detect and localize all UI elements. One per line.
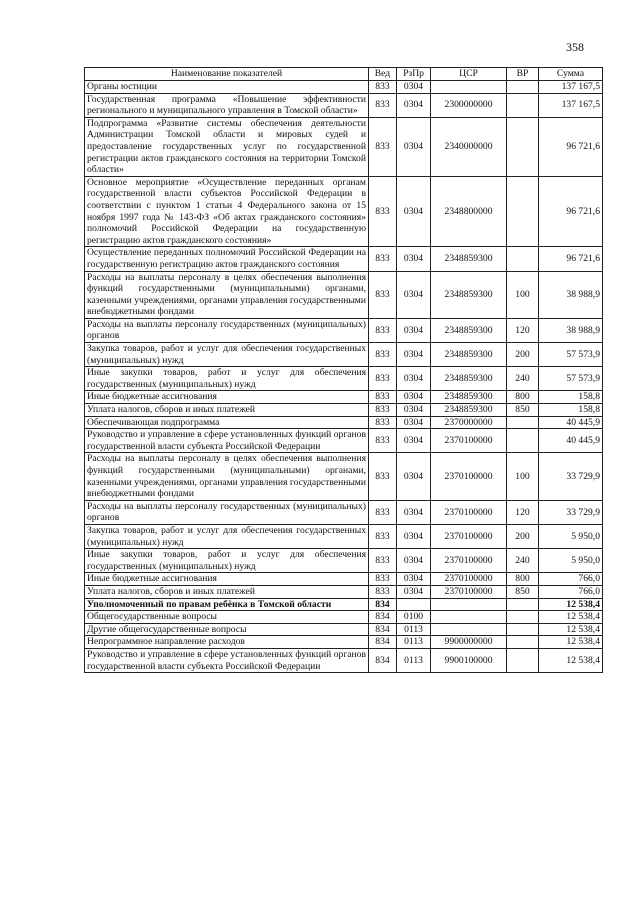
cell-vr: 850	[507, 404, 539, 417]
cell-csr: 2370000000	[431, 416, 507, 429]
table-row	[85, 611, 603, 624]
cell-sum: 57 573,9	[539, 343, 603, 367]
cell-name: Органы юстиции	[85, 81, 369, 94]
cell-vr	[507, 176, 539, 247]
cell-vr	[507, 117, 539, 176]
table-row	[85, 500, 603, 524]
cell-sum: 158,8	[539, 404, 603, 417]
cell-vr	[507, 81, 539, 94]
cell-sum: 5 950,0	[539, 524, 603, 548]
table-row	[85, 648, 603, 672]
cell-vr	[507, 636, 539, 649]
cell-name: Осуществление переданных полномочий Российской Федерации на государственную регистрацию актов гражданского состояния	[85, 247, 369, 271]
cell-ved: 833	[369, 81, 397, 94]
cell-name: Расходы на выплаты персоналу в целях обеспечения выполнения функций государственными (муниципальными) органами, казенными учреждениями, органами управления государственными внебюджетными фондами	[85, 271, 369, 318]
cell-name: Руководство и управление в сфере установленных функций органов государственной власти субъекта Российской Федерации	[85, 429, 369, 453]
cell-vr	[507, 611, 539, 624]
cell-csr: 2370100000	[431, 585, 507, 598]
cell-rzpr: 0113	[397, 623, 431, 636]
cell-sum: 33 729,9	[539, 453, 603, 500]
cell-vr	[507, 93, 539, 117]
cell-sum: 137 167,5	[539, 93, 603, 117]
cell-vr: 240	[507, 367, 539, 391]
cell-csr: 2348800000	[431, 176, 507, 247]
cell-rzpr: 0304	[397, 93, 431, 117]
cell-csr: 2370100000	[431, 524, 507, 548]
cell-sum: 766,0	[539, 585, 603, 598]
cell-ved: 833	[369, 524, 397, 548]
table-row	[85, 271, 603, 318]
table-row	[85, 429, 603, 453]
cell-sum: 96 721,6	[539, 247, 603, 271]
cell-csr: 9900100000	[431, 648, 507, 672]
cell-vr: 100	[507, 453, 539, 500]
cell-csr: 2348859300	[431, 271, 507, 318]
table-row	[85, 81, 603, 94]
table-row	[85, 524, 603, 548]
cell-ved: 833	[369, 367, 397, 391]
cell-ved: 833	[369, 117, 397, 176]
table-body	[85, 81, 603, 673]
cell-rzpr: 0304	[397, 524, 431, 548]
cell-ved: 833	[369, 453, 397, 500]
cell-sum: 33 729,9	[539, 500, 603, 524]
header-ved: Вед	[369, 68, 397, 81]
cell-rzpr: 0100	[397, 611, 431, 624]
cell-csr: 2348859300	[431, 318, 507, 342]
cell-ved: 833	[369, 93, 397, 117]
cell-ved: 833	[369, 585, 397, 598]
cell-rzpr: 0304	[397, 81, 431, 94]
cell-ved: 833	[369, 271, 397, 318]
cell-vr: 120	[507, 500, 539, 524]
cell-ved: 833	[369, 247, 397, 271]
cell-ved: 833	[369, 429, 397, 453]
table-row	[85, 367, 603, 391]
cell-ved: 834	[369, 611, 397, 624]
cell-csr: 2370100000	[431, 500, 507, 524]
cell-ved: 833	[369, 391, 397, 404]
table-row	[85, 453, 603, 500]
cell-name: Другие общегосударственные вопросы	[85, 623, 369, 636]
table-row	[85, 343, 603, 367]
header-name: Наименование показателей	[85, 68, 369, 81]
table-row	[85, 318, 603, 342]
cell-sum: 12 538,4	[539, 636, 603, 649]
header-rzpr: РзПр	[397, 68, 431, 81]
cell-sum: 12 538,4	[539, 611, 603, 624]
cell-csr: 9900000000	[431, 636, 507, 649]
cell-vr: 240	[507, 549, 539, 573]
cell-vr	[507, 648, 539, 672]
table-row	[85, 404, 603, 417]
cell-rzpr: 0304	[397, 343, 431, 367]
page-number: 358	[566, 40, 584, 54]
cell-name: Расходы на выплаты персоналу в целях обеспечения выполнения функций государственными (муниципальными) органами, казенными учреждениями, органами управления государственными внебюджетными фондами	[85, 453, 369, 500]
cell-csr: 2348859300	[431, 391, 507, 404]
cell-ved: 833	[369, 318, 397, 342]
cell-vr: 800	[507, 391, 539, 404]
cell-name: Уполномоченный по правам ребёнка в Томской области	[85, 598, 369, 611]
cell-sum: 12 538,4	[539, 648, 603, 672]
cell-ved: 834	[369, 623, 397, 636]
cell-vr: 200	[507, 524, 539, 548]
cell-rzpr: 0304	[397, 453, 431, 500]
cell-sum: 12 538,4	[539, 598, 603, 611]
table-row	[85, 573, 603, 586]
cell-ved: 834	[369, 648, 397, 672]
cell-rzpr: 0304	[397, 391, 431, 404]
cell-csr: 2348859300	[431, 343, 507, 367]
cell-csr	[431, 598, 507, 611]
table-row	[85, 93, 603, 117]
cell-csr: 2300000000	[431, 93, 507, 117]
cell-rzpr: 0304	[397, 117, 431, 176]
cell-name: Расходы на выплаты персоналу государственных (муниципальных) органов	[85, 318, 369, 342]
cell-name: Иные бюджетные ассигнования	[85, 573, 369, 586]
cell-rzpr: 0304	[397, 271, 431, 318]
cell-ved: 834	[369, 636, 397, 649]
cell-sum: 137 167,5	[539, 81, 603, 94]
cell-name: Уплата налогов, сборов и иных платежей	[85, 585, 369, 598]
cell-name: Общегосударственные вопросы	[85, 611, 369, 624]
header-vr: ВР	[507, 68, 539, 81]
table-row	[85, 636, 603, 649]
cell-name: Государственная программа «Повышение эффективности регионального и муниципального управления в Томской области»	[85, 93, 369, 117]
cell-name: Обеспечивающая подпрограмма	[85, 416, 369, 429]
cell-csr: 2370100000	[431, 429, 507, 453]
table-row	[85, 391, 603, 404]
cell-name: Иные закупки товаров, работ и услуг для обеспечения государственных (муниципальных) нужд	[85, 367, 369, 391]
table-row	[85, 549, 603, 573]
cell-rzpr: 0304	[397, 176, 431, 247]
cell-name: Руководство и управление в сфере установленных функций органов государственной власти субъекта Российской Федерации	[85, 648, 369, 672]
table-row	[85, 416, 603, 429]
cell-sum: 96 721,6	[539, 176, 603, 247]
budget-table	[84, 67, 603, 673]
cell-sum: 12 538,4	[539, 623, 603, 636]
cell-ved: 833	[369, 404, 397, 417]
cell-rzpr: 0304	[397, 367, 431, 391]
cell-csr: 2370100000	[431, 549, 507, 573]
cell-vr	[507, 416, 539, 429]
cell-ved: 833	[369, 343, 397, 367]
cell-rzpr: 0304	[397, 549, 431, 573]
cell-name: Уплата налогов, сборов и иных платежей	[85, 404, 369, 417]
cell-csr	[431, 611, 507, 624]
table-row	[85, 247, 603, 271]
cell-ved: 833	[369, 416, 397, 429]
cell-csr: 2370100000	[431, 573, 507, 586]
cell-vr	[507, 247, 539, 271]
cell-ved: 833	[369, 573, 397, 586]
cell-rzpr: 0304	[397, 416, 431, 429]
cell-ved: 833	[369, 549, 397, 573]
cell-csr: 2340000000	[431, 117, 507, 176]
table-row	[85, 598, 603, 611]
cell-vr: 100	[507, 271, 539, 318]
cell-name: Подпрограмма «Развитие системы обеспечения деятельности Администрации Томской области и мировых судей и предоставление государственных услуг по государственной регистрации актов гражданского состояния на территории Томской области»	[85, 117, 369, 176]
cell-sum: 40 445,9	[539, 429, 603, 453]
table-row	[85, 623, 603, 636]
cell-ved: 834	[369, 598, 397, 611]
cell-ved: 833	[369, 176, 397, 247]
cell-sum: 158,8	[539, 391, 603, 404]
cell-rzpr: 0304	[397, 573, 431, 586]
cell-name: Иные бюджетные ассигнования	[85, 391, 369, 404]
cell-sum: 96 721,6	[539, 117, 603, 176]
cell-csr	[431, 81, 507, 94]
cell-rzpr: 0113	[397, 648, 431, 672]
table-header-row	[85, 68, 603, 81]
cell-sum: 38 988,9	[539, 318, 603, 342]
cell-rzpr: 0304	[397, 247, 431, 271]
cell-vr	[507, 598, 539, 611]
cell-name: Закупка товаров, работ и услуг для обеспечения государственных (муниципальных) нужд	[85, 524, 369, 548]
cell-name: Расходы на выплаты персоналу государственных (муниципальных) органов	[85, 500, 369, 524]
header-csr: ЦСР	[431, 68, 507, 81]
cell-vr: 120	[507, 318, 539, 342]
cell-sum: 38 988,9	[539, 271, 603, 318]
cell-csr: 2370100000	[431, 453, 507, 500]
cell-vr	[507, 623, 539, 636]
cell-name: Непрограммное направление расходов	[85, 636, 369, 649]
cell-rzpr	[397, 598, 431, 611]
cell-name: Иные закупки товаров, работ и услуг для обеспечения государственных (муниципальных) нужд	[85, 549, 369, 573]
cell-csr: 2348859300	[431, 247, 507, 271]
cell-ved: 833	[369, 500, 397, 524]
cell-name: Закупка товаров, работ и услуг для обеспечения государственных (муниципальных) нужд	[85, 343, 369, 367]
cell-rzpr: 0304	[397, 429, 431, 453]
table-row	[85, 176, 603, 247]
table-row	[85, 585, 603, 598]
table-row	[85, 117, 603, 176]
cell-sum: 766,0	[539, 573, 603, 586]
cell-csr: 2348859300	[431, 404, 507, 417]
cell-sum: 40 445,9	[539, 416, 603, 429]
cell-vr: 850	[507, 585, 539, 598]
cell-name: Основное мероприятие «Осуществление переданных органам государственной власти субъектов Российской Федерации в соответствии с пунктом 1 статьи 4 Федерального закона от 15 ноября 1997 года № 143-ФЗ «Об актах гражданского состояния» полномочий Российской Федерации на государственную регистрацию актов гражданского состояния»	[85, 176, 369, 247]
cell-sum: 5 950,0	[539, 549, 603, 573]
cell-csr	[431, 623, 507, 636]
cell-csr: 2348859300	[431, 367, 507, 391]
cell-rzpr: 0304	[397, 404, 431, 417]
cell-vr	[507, 429, 539, 453]
cell-rzpr: 0304	[397, 318, 431, 342]
cell-vr: 200	[507, 343, 539, 367]
cell-rzpr: 0304	[397, 500, 431, 524]
cell-rzpr: 0304	[397, 585, 431, 598]
cell-sum: 57 573,9	[539, 367, 603, 391]
cell-rzpr: 0113	[397, 636, 431, 649]
cell-vr: 800	[507, 573, 539, 586]
header-sum: Сумма	[539, 68, 603, 81]
